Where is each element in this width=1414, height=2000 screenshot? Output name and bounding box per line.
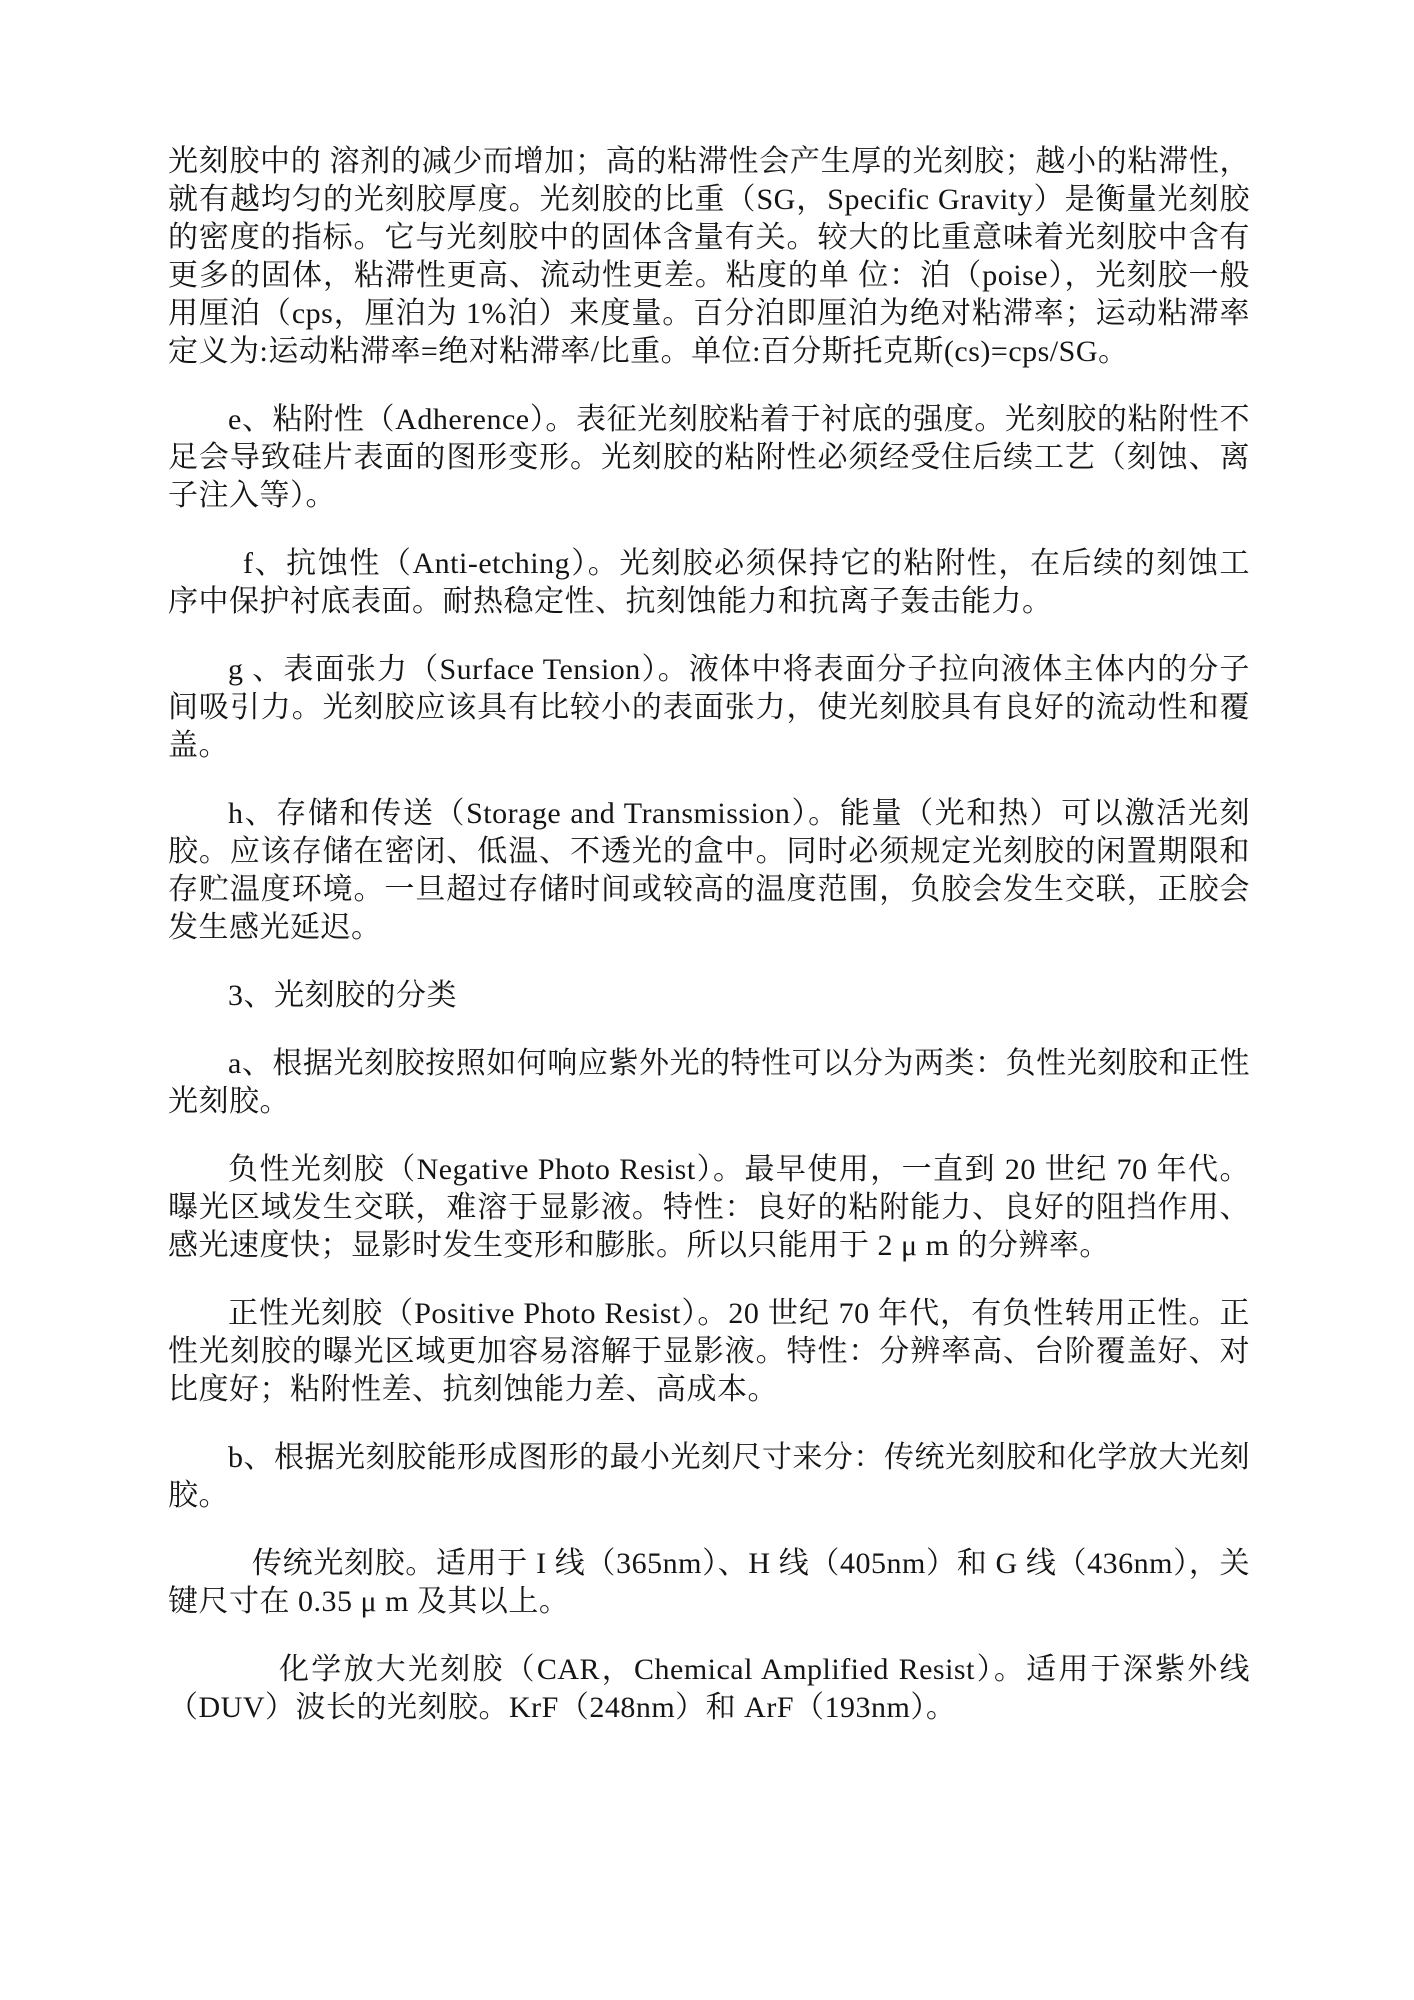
paragraph-storage-transmission: h、存储和传送（Storage and Transmission）。能量（光和热）可以激活光刻胶。应该存储在密闭、低温、不透光的盒中。同时必须规定光刻胶的闲置期限和存贮温度环境。一旦超过存储时间或较高的温度范围，负胶会发生交联，正胶会发生感光延迟。 — [168, 797, 1250, 944]
paragraph-anti-etching: f、抗蚀性（Anti-etching）。光刻胶必须保持它的粘附性，在后续的刻蚀工序中保护衬底表面。耐热稳定性、抗刻蚀能力和抗离子轰击能力。 — [168, 547, 1250, 618]
paragraph-positive-resist: 正性光刻胶（Positive Photo Resist）。20 世纪 70 年代，有负性转用正性。正性光刻胶的曝光区域更加容易溶解于显影液。特性：分辨率高、台阶覆盖好、对比度好；粘附性差、抗刻蚀能力差、高成本。 — [168, 1297, 1250, 1406]
paragraph-adherence: e、粘附性（Adherence）。表征光刻胶粘着于衬底的强度。光刻胶的粘附性不足会导致硅片表面的图形变形。光刻胶的粘附性必须经受住后续工艺（刻蚀、离子注入等）。 — [168, 403, 1250, 512]
paragraph-negative-resist: 负性光刻胶（Negative Photo Resist）。最早使用，一直到 20 世纪 70 年代。曝光区域发生交联，难溶于显影液。特性：良好的粘附能力、良好的阻挡作用、感光速度快；显影时发生变形和膨胀。所以只能用于 2 μ m 的分辨率。 — [168, 1153, 1250, 1262]
paragraph-classification-b: b、根据光刻胶能形成图形的最小光刻尺寸来分：传统光刻胶和化学放大光刻胶。 — [168, 1441, 1250, 1512]
paragraph-classification-a: a、根据光刻胶按照如何响应紫外光的特性可以分为两类：负性光刻胶和正性光刻胶。 — [168, 1047, 1250, 1118]
paragraph-surface-tension: g 、表面张力（Surface Tension）。液体中将表面分子拉向液体主体内的分子间吸引力。光刻胶应该具有比较小的表面张力，使光刻胶具有良好的流动性和覆盖。 — [168, 653, 1250, 762]
paragraph-viscosity-continued: 光刻胶中的 溶剂的减少而增加；高的粘滞性会产生厚的光刻胶；越小的粘滞性，就有越均匀的光刻胶厚度。光刻胶的比重（SG，Specific Gravity）是衡量光刻胶的密度的指标。它与光刻胶中的固体含量有关。较大的比重意味着光刻胶中含有更多的固体，粘滞性更高、流动性更差。粘度的单 位：泊（poise），光刻胶一般用厘泊（cps，厘泊为 1%泊）来度量。百分泊即厘泊为绝对粘滞率；运动粘滞率定义为:运动粘滞率=绝对粘滞率/比重。单位:百分斯托克斯(cs)=cps/SG。 — [168, 145, 1250, 368]
paragraph-car-resist: 化学放大光刻胶（CAR，Chemical Amplified Resist）。适用于深紫外线（DUV）波长的光刻胶。KrF（248nm）和 ArF（193nm）。 — [168, 1653, 1250, 1724]
paragraph-conventional-resist: 传统光刻胶。适用于 I 线（365nm）、H 线（405nm）和 G 线（436nm），关键尺寸在 0.35 μ m 及其以上。 — [168, 1547, 1250, 1618]
section-heading-classification: 3、光刻胶的分类 — [228, 979, 457, 1012]
